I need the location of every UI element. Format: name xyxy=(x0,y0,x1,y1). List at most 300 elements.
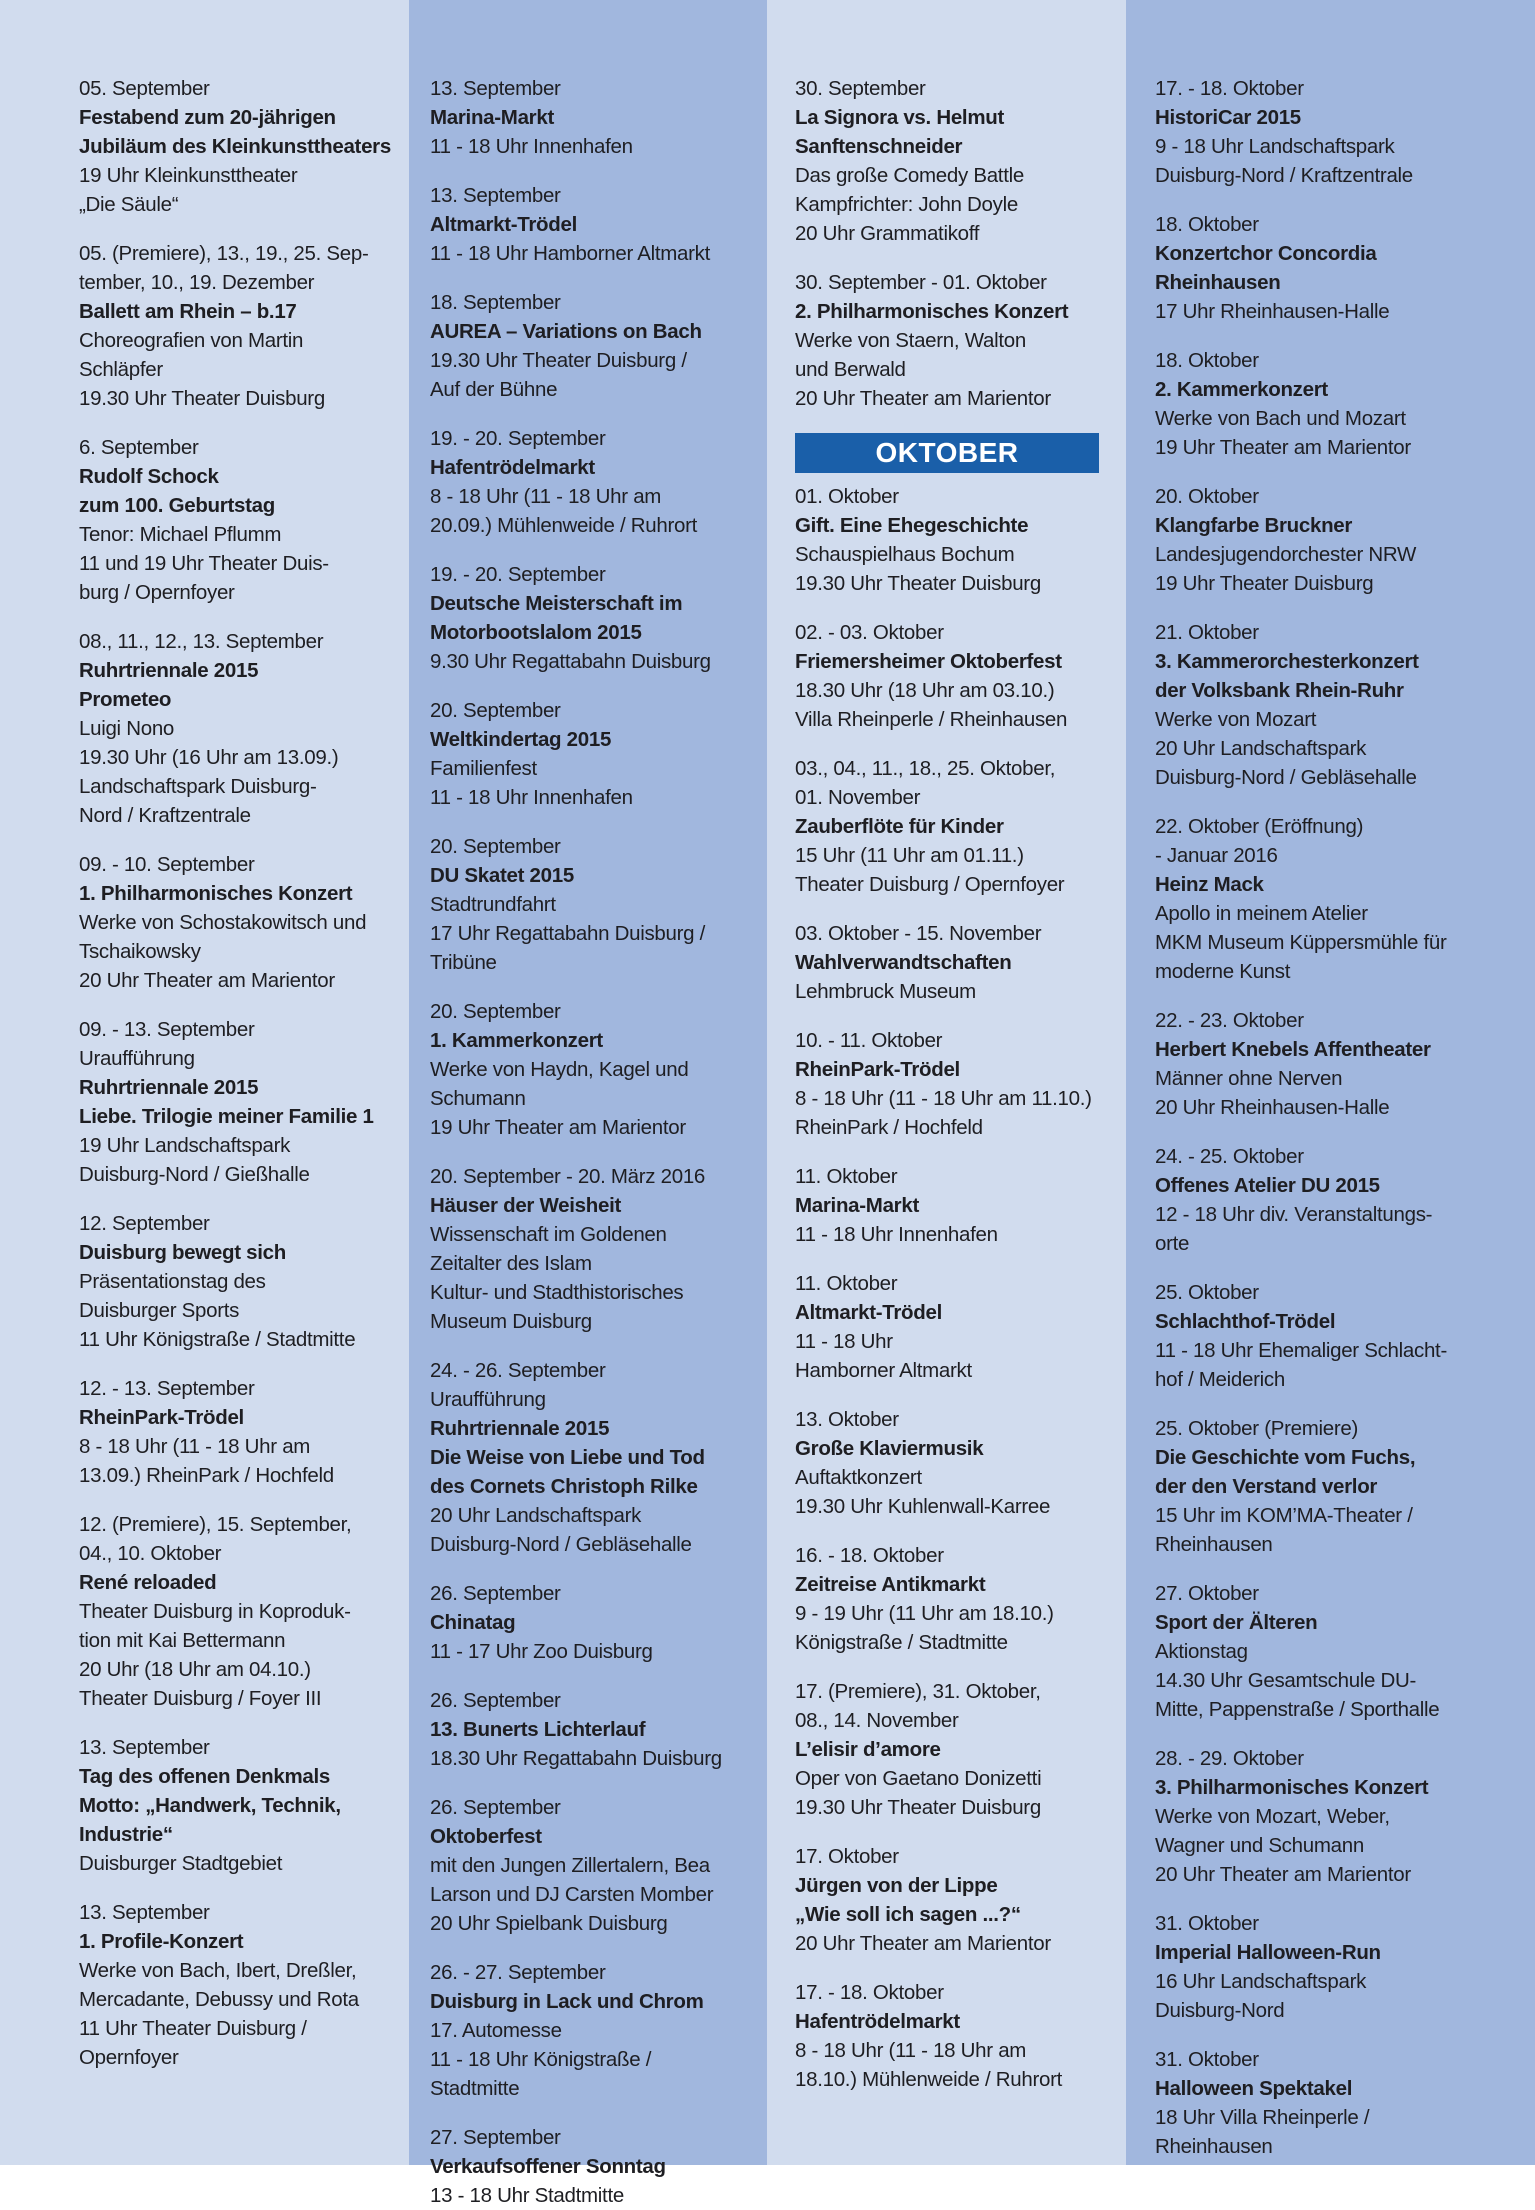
event-title: Marina-Markt xyxy=(795,1194,919,1217)
event-detail: 19.30 Uhr Theater Duisburg / xyxy=(430,349,687,372)
event-detail: und Berwald xyxy=(795,358,906,381)
event-detail: 20 Uhr (18 Uhr am 04.10.) xyxy=(79,1658,311,1681)
event-title: Industrie“ xyxy=(79,1823,173,1846)
event-detail: 18 Uhr Villa Rheinperle / xyxy=(1155,2106,1370,2129)
event-detail: 11 - 18 Uhr xyxy=(795,1330,893,1353)
event-entry xyxy=(1155,482,1525,598)
event-date: 08., 11., 12., 13. September xyxy=(79,630,324,653)
month-header-oktober: OKTOBER xyxy=(795,433,1099,473)
event-detail: 15 Uhr im KOM’MA-Theater / xyxy=(1155,1504,1413,1527)
event-title: Festabend zum 20-jährigen xyxy=(79,106,336,129)
event-date: 13. Oktober xyxy=(795,1408,899,1431)
event-title: Verkaufsoffener Sonntag xyxy=(430,2155,666,2178)
event-date: 19. - 20. September xyxy=(430,427,606,450)
event-entry xyxy=(430,1356,759,1559)
event-detail: Choreografien von Martin xyxy=(79,329,304,352)
event-detail: Theater Duisburg / Opernfoyer xyxy=(795,873,1065,896)
event-title: Sport der Älteren xyxy=(1155,1611,1318,1634)
event-detail: 20 Uhr Rheinhausen-Halle xyxy=(1155,1096,1390,1119)
event-entry xyxy=(1155,1579,1525,1724)
event-entry xyxy=(79,1898,399,2072)
event-detail: 19.30 Uhr Theater Duisburg xyxy=(795,572,1041,595)
event-detail: Schauspielhaus Bochum xyxy=(795,543,1015,566)
event-date: 03. Oktober - 15. November xyxy=(795,922,1042,945)
event-date: 05. (Premiere), 13., 19., 25. Sep- xyxy=(79,242,369,265)
event-title: Jürgen von der Lippe xyxy=(795,1874,998,1897)
event-detail: 11 - 18 Uhr Ehemaliger Schlacht- xyxy=(1155,1339,1447,1362)
event-date: 11. Oktober xyxy=(795,1272,898,1295)
event-title: Altmarkt-Trödel xyxy=(795,1301,942,1324)
event-detail: 01. November xyxy=(795,786,921,809)
event-title: Große Klaviermusik xyxy=(795,1437,984,1460)
event-date: 09. - 10. September xyxy=(79,853,255,876)
event-detail: 04., 10. Oktober xyxy=(79,1542,222,1565)
calendar-column-1 xyxy=(0,0,409,2165)
event-detail: 18.30 Uhr Regattabahn Duisburg xyxy=(430,1747,722,1770)
event-title: 13. Bunerts Lichterlauf xyxy=(430,1718,646,1741)
event-entry xyxy=(79,1015,399,1189)
event-title: 2. Philharmonisches Konzert xyxy=(795,300,1069,323)
event-title: Konzertchor Concordia xyxy=(1155,242,1377,265)
event-entry xyxy=(430,2123,759,2210)
event-date: 10. - 11. Oktober xyxy=(795,1029,943,1052)
event-detail: 20 Uhr Grammatikoff xyxy=(795,222,980,245)
event-detail: 20 Uhr Landschaftspark xyxy=(430,1504,642,1527)
event-title: 2. Kammerkonzert xyxy=(1155,378,1328,401)
event-detail: Duisburg-Nord / Gebläsehalle xyxy=(1155,766,1417,789)
event-detail: 19 Uhr Theater am Marientor xyxy=(430,1116,686,1139)
event-entry xyxy=(430,1686,759,1773)
event-entry xyxy=(430,696,759,812)
event-entry xyxy=(1155,618,1525,792)
event-date: 27. Oktober xyxy=(1155,1582,1259,1605)
event-detail: Familienfest xyxy=(430,757,537,780)
event-title: Rudolf Schock xyxy=(79,465,219,488)
event-detail: 8 - 18 Uhr (11 - 18 Uhr am xyxy=(795,2039,1027,2062)
event-title: Jubiläum des Kleinkunsttheaters xyxy=(79,135,391,158)
event-detail: 9.30 Uhr Regattabahn Duisburg xyxy=(430,650,711,673)
event-entry xyxy=(79,239,399,413)
event-detail: Schläpfer xyxy=(79,358,163,381)
event-detail: Tschaikowsky xyxy=(79,940,201,963)
event-date: 30. September - 01. Oktober xyxy=(795,271,1047,294)
event-detail: Duisburger Stadtgebiet xyxy=(79,1852,283,1875)
event-title: Duisburg bewegt sich xyxy=(79,1241,286,1264)
event-date: 20. September xyxy=(430,1000,561,1023)
event-detail: 20 Uhr Theater am Marientor xyxy=(79,969,335,992)
event-date: 16. - 18. Oktober xyxy=(795,1544,944,1567)
event-detail: Nord / Kraftzentrale xyxy=(79,804,251,827)
event-date: 17. (Premiere), 31. Oktober, xyxy=(795,1680,1041,1703)
event-title: 1. Kammerkonzert xyxy=(430,1029,603,1052)
event-date: 31. Oktober xyxy=(1155,1912,1259,1935)
event-title: „Wie soll ich sagen ...?“ xyxy=(795,1903,1021,1926)
event-detail: 8 - 18 Uhr (11 - 18 Uhr am xyxy=(79,1435,311,1458)
event-detail: Landschaftspark Duisburg- xyxy=(79,775,317,798)
event-title: Hafentrödelmarkt xyxy=(795,2010,960,2033)
event-title: 1. Profile-Konzert xyxy=(79,1930,244,1953)
event-entry xyxy=(795,1162,1118,1249)
event-title: RheinPark-Trödel xyxy=(795,1058,960,1081)
event-entry xyxy=(795,1677,1118,1822)
event-entry xyxy=(430,997,759,1142)
event-date: 12. (Premiere), 15. September, xyxy=(79,1513,352,1536)
event-detail: 17 Uhr Regattabahn Duisburg / xyxy=(430,922,706,945)
event-detail: 11 und 19 Uhr Theater Duis- xyxy=(79,552,329,575)
event-title: Prometeo xyxy=(79,688,172,711)
event-detail: Duisburg-Nord / Kraftzentrale xyxy=(1155,164,1413,187)
event-detail: Stadtrundfahrt xyxy=(430,893,556,916)
event-entry xyxy=(1155,1744,1525,1889)
event-date: 26. September xyxy=(430,1582,561,1605)
event-title: Deutsche Meisterschaft im xyxy=(430,592,683,615)
event-entry xyxy=(795,1842,1118,1958)
event-detail: 20 Uhr Landschaftspark xyxy=(1155,737,1367,760)
event-detail: Landesjugendorchester NRW xyxy=(1155,543,1417,566)
event-title: Chinatag xyxy=(430,1611,516,1634)
event-date: 09. - 13. September xyxy=(79,1018,255,1041)
event-detail: 20.09.) Mühlenweide / Ruhrort xyxy=(430,514,698,537)
event-entry xyxy=(795,618,1118,734)
event-detail: 13 - 18 Uhr Stadtmitte xyxy=(430,2184,624,2207)
event-title: der Volksbank Rhein-Ruhr xyxy=(1155,679,1404,702)
event-entry xyxy=(79,627,399,830)
event-title: Offenes Atelier DU 2015 xyxy=(1155,1174,1380,1197)
event-detail: Duisburger Sports xyxy=(79,1299,240,1322)
event-detail: Theater Duisburg in Koproduk- xyxy=(79,1600,351,1623)
event-title: des Cornets Christoph Rilke xyxy=(430,1475,698,1498)
event-detail: 11 Uhr Königstraße / Stadtmitte xyxy=(79,1328,356,1351)
event-title: Duisburg in Lack und Chrom xyxy=(430,1990,704,2013)
event-detail: orte xyxy=(1155,1232,1190,1255)
event-title: Wahlverwandtschaften xyxy=(795,951,1012,974)
event-title: Gift. Eine Ehegeschichte xyxy=(795,514,1029,537)
event-detail: Oper von Gaetano Donizetti xyxy=(795,1767,1042,1790)
event-detail: Männer ohne Nerven xyxy=(1155,1067,1343,1090)
event-date: 30. September xyxy=(795,77,926,100)
event-detail: 20 Uhr Spielbank Duisburg xyxy=(430,1912,668,1935)
event-entry xyxy=(430,74,759,161)
event-entry xyxy=(795,1541,1118,1657)
event-detail: Das große Comedy Battle xyxy=(795,164,1024,187)
event-date: 26. September xyxy=(430,1796,561,1819)
event-detail: mit den Jungen Zillertalern, Bea xyxy=(430,1854,710,1877)
event-title: Heinz Mack xyxy=(1155,873,1264,896)
event-detail: 8 - 18 Uhr (11 - 18 Uhr am xyxy=(430,485,662,508)
event-title: DU Skatet 2015 xyxy=(430,864,574,887)
event-entry xyxy=(430,1958,759,2103)
event-detail: 19.30 Uhr Theater Duisburg xyxy=(79,387,325,410)
event-entry xyxy=(1155,1142,1525,1258)
event-title: AUREA – Variations on Bach xyxy=(430,320,702,343)
event-detail: 11 - 18 Uhr Innenhafen xyxy=(430,786,633,809)
event-detail: moderne Kunst xyxy=(1155,960,1291,983)
event-entry xyxy=(79,1374,399,1490)
event-entry xyxy=(795,482,1118,598)
event-detail: Tenor: Michael Pflumm xyxy=(79,523,282,546)
event-entry xyxy=(1155,210,1525,326)
event-entry xyxy=(1155,1006,1525,1122)
event-detail: Rheinhausen xyxy=(1155,1533,1273,1556)
event-entry xyxy=(79,850,399,995)
event-detail: 8 - 18 Uhr (11 - 18 Uhr am 11.10.) xyxy=(795,1087,1092,1110)
event-entry xyxy=(79,1733,399,1878)
event-date: 28. - 29. Oktober xyxy=(1155,1747,1304,1770)
event-title: Zauberflöte für Kinder xyxy=(795,815,1004,838)
event-detail: 20 Uhr Theater am Marientor xyxy=(1155,1863,1411,1886)
event-title: 3. Kammerorchesterkonzert xyxy=(1155,650,1419,673)
event-entry xyxy=(430,560,759,676)
event-date: 13. September xyxy=(79,1736,210,1759)
event-entry xyxy=(795,1269,1118,1385)
event-detail: 11 - 18 Uhr Königstraße / xyxy=(430,2048,652,2071)
event-detail: Lehmbruck Museum xyxy=(795,980,976,1003)
event-entry xyxy=(79,1510,399,1713)
event-title: Weltkindertag 2015 xyxy=(430,728,612,751)
event-detail: Duisburg-Nord / Gießhalle xyxy=(79,1163,310,1186)
event-date: 20. Oktober xyxy=(1155,485,1259,508)
event-detail: Hamborner Altmarkt xyxy=(795,1359,972,1382)
event-detail: Zeitalter des Islam xyxy=(430,1252,592,1275)
event-detail: 19.30 Uhr (16 Uhr am 13.09.) xyxy=(79,746,339,769)
event-title: Motto: „Handwerk, Technik, xyxy=(79,1794,341,1817)
event-entry xyxy=(79,74,399,219)
event-detail: 19 Uhr Kleinkunsttheater xyxy=(79,164,298,187)
event-title: HistoriCar 2015 xyxy=(1155,106,1301,129)
event-title: Oktoberfest xyxy=(430,1825,542,1848)
event-entry xyxy=(1155,1278,1525,1394)
event-detail: 19 Uhr Theater Duisburg xyxy=(1155,572,1374,595)
event-title: Liebe. Trilogie meiner Familie 1 xyxy=(79,1105,374,1128)
event-title: Schlachthof-Trödel xyxy=(1155,1310,1336,1333)
event-date: 12. - 13. September xyxy=(79,1377,255,1400)
event-detail: 19.30 Uhr Kuhlenwall-Karree xyxy=(795,1495,1051,1518)
event-detail: 12 - 18 Uhr div. Veranstaltungs- xyxy=(1155,1203,1433,1226)
event-detail: Wagner und Schumann xyxy=(1155,1834,1364,1857)
event-title: 3. Philharmonisches Konzert xyxy=(1155,1776,1429,1799)
event-title: René reloaded xyxy=(79,1571,217,1594)
event-date: 27. September xyxy=(430,2126,561,2149)
event-date: 13. September xyxy=(430,77,561,100)
event-title: zum 100. Geburtstag xyxy=(79,494,275,517)
event-date: 25. Oktober (Premiere) xyxy=(1155,1417,1359,1440)
event-entry xyxy=(795,74,1118,248)
event-entry xyxy=(795,268,1118,413)
event-detail: tember, 10., 19. Dezember xyxy=(79,271,315,294)
event-detail: MKM Museum Küppersmühle für xyxy=(1155,931,1447,954)
event-entry xyxy=(430,1162,759,1336)
event-title: Tag des offenen Denkmals xyxy=(79,1765,331,1788)
event-title: Hafentrödelmarkt xyxy=(430,456,595,479)
event-entry xyxy=(795,1026,1118,1142)
event-title: Halloween Spektakel xyxy=(1155,2077,1353,2100)
event-title: Friemersheimer Oktoberfest xyxy=(795,650,1062,673)
event-detail: 17 Uhr Rheinhausen-Halle xyxy=(1155,300,1390,323)
event-entry xyxy=(430,181,759,268)
event-title: La Signora vs. Helmut xyxy=(795,106,1005,129)
event-detail: 11 - 18 Uhr Hamborner Altmarkt xyxy=(430,242,711,265)
event-detail: Auf der Bühne xyxy=(430,378,558,401)
event-entry xyxy=(1155,812,1525,986)
event-title: Klangfarbe Bruckner xyxy=(1155,514,1353,537)
event-detail: 11 - 18 Uhr Innenhafen xyxy=(795,1223,998,1246)
event-detail: Präsentationstag des xyxy=(79,1270,266,1293)
event-title: Herbert Knebels Affentheater xyxy=(1155,1038,1431,1061)
event-entry xyxy=(430,832,759,977)
event-date: 12. September xyxy=(79,1212,210,1235)
event-date: 21. Oktober xyxy=(1155,621,1259,644)
event-title: Ruhrtriennale 2015 xyxy=(79,659,259,682)
event-detail: „Die Säule“ xyxy=(79,193,179,216)
event-date: 02. - 03. Oktober xyxy=(795,621,944,644)
event-detail: Tribüne xyxy=(430,951,497,974)
event-date: 6. September xyxy=(79,436,199,459)
event-detail: 15 Uhr (11 Uhr am 01.11.) xyxy=(795,844,1024,867)
event-detail: tion mit Kai Bettermann xyxy=(79,1629,286,1652)
event-entry xyxy=(795,754,1118,899)
event-date: 11. Oktober xyxy=(795,1165,898,1188)
event-date: 18. Oktober xyxy=(1155,349,1259,372)
event-detail: 11 Uhr Theater Duisburg / xyxy=(79,2017,307,2040)
event-entry xyxy=(1155,74,1525,190)
event-detail: Theater Duisburg / Foyer III xyxy=(79,1687,322,1710)
event-date: 13. September xyxy=(430,184,561,207)
event-detail: burg / Opernfoyer xyxy=(79,581,235,604)
event-entry xyxy=(1155,346,1525,462)
event-detail: 11 - 17 Uhr Zoo Duisburg xyxy=(430,1640,653,1663)
event-title: Zeitreise Antikmarkt xyxy=(795,1573,986,1596)
event-detail: Villa Rheinperle / Rheinhausen xyxy=(795,708,1068,731)
event-detail: 11 - 18 Uhr Innenhafen xyxy=(430,135,633,158)
event-detail: 13.09.) RheinPark / Hochfeld xyxy=(79,1464,334,1487)
event-title: Häuser der Weisheit xyxy=(430,1194,622,1217)
event-entry xyxy=(430,1793,759,1938)
calendar-column-4 xyxy=(1126,0,1535,2165)
event-detail: Larson und DJ Carsten Momber xyxy=(430,1883,714,1906)
event-date: 17. Oktober xyxy=(795,1845,899,1868)
event-date: 26. - 27. September xyxy=(430,1961,606,1984)
event-title: L’elisir d’amore xyxy=(795,1738,941,1761)
calendar-column-2 xyxy=(409,0,767,2207)
event-detail: Uraufführung xyxy=(430,1388,546,1411)
event-detail: Aktionstag xyxy=(1155,1640,1248,1663)
event-title: Marina-Markt xyxy=(430,106,554,129)
event-detail: Schumann xyxy=(430,1087,526,1110)
event-detail: Wissenschaft im Goldenen xyxy=(430,1223,667,1246)
event-entry xyxy=(430,1579,759,1666)
event-title: Die Weise von Liebe und Tod xyxy=(430,1446,705,1469)
event-detail: 18.10.) Mühlenweide / Ruhrort xyxy=(795,2068,1063,2091)
event-title: Ballett am Rhein – b.17 xyxy=(79,300,297,323)
event-detail: Duisburg-Nord / Gebläsehalle xyxy=(430,1533,692,1556)
event-detail: hof / Meiderich xyxy=(1155,1368,1285,1391)
event-detail: Werke von Staern, Walton xyxy=(795,329,1026,352)
event-detail: Werke von Bach, Ibert, Dreßler, xyxy=(79,1959,357,1982)
event-detail: 16 Uhr Landschaftspark xyxy=(1155,1970,1367,1993)
event-detail: Werke von Mozart xyxy=(1155,708,1317,731)
event-date: 18. September xyxy=(430,291,561,314)
event-title: Motorbootslalom 2015 xyxy=(430,621,642,644)
event-title: Sanftenschneider xyxy=(795,135,963,158)
event-detail: 19 Uhr Landschaftspark xyxy=(79,1134,291,1157)
event-entry xyxy=(1155,2045,1525,2161)
event-detail: Werke von Bach und Mozart xyxy=(1155,407,1406,430)
event-detail: 17. Automesse xyxy=(430,2019,562,2042)
event-detail: Kampfrichter: John Doyle xyxy=(795,193,1018,216)
event-entry xyxy=(79,433,399,607)
event-date: 24. - 26. September xyxy=(430,1359,606,1382)
event-date: 20. September xyxy=(430,699,561,722)
event-detail: Apollo in meinem Atelier xyxy=(1155,902,1368,925)
event-date: 05. September xyxy=(79,77,210,100)
event-date: 19. - 20. September xyxy=(430,563,606,586)
event-detail: Duisburg-Nord xyxy=(1155,1999,1285,2022)
event-date: 20. September xyxy=(430,835,561,858)
event-detail: Stadtmitte xyxy=(430,2077,520,2100)
event-title: Altmarkt-Trödel xyxy=(430,213,577,236)
event-date: 20. September - 20. März 2016 xyxy=(430,1165,706,1188)
event-detail: - Januar 2016 xyxy=(1155,844,1278,867)
event-entry xyxy=(1155,1414,1525,1559)
event-detail: Werke von Mozart, Weber, xyxy=(1155,1805,1390,1828)
event-title: Die Geschichte vom Fuchs, xyxy=(1155,1446,1416,1469)
event-date: 17. - 18. Oktober xyxy=(795,1981,944,2004)
event-title: RheinPark-Trödel xyxy=(79,1406,244,1429)
event-title: Imperial Halloween-Run xyxy=(1155,1941,1381,1964)
event-detail: Museum Duisburg xyxy=(430,1310,592,1333)
event-detail: 9 - 19 Uhr (11 Uhr am 18.10.) xyxy=(795,1602,1054,1625)
event-detail: 20 Uhr Theater am Marientor xyxy=(795,387,1051,410)
event-detail: 18.30 Uhr (18 Uhr am 03.10.) xyxy=(795,679,1055,702)
event-entry xyxy=(430,424,759,540)
event-entry xyxy=(795,1405,1118,1521)
event-detail: Werke von Haydn, Kagel und xyxy=(430,1058,689,1081)
event-detail: 9 - 18 Uhr Landschaftspark xyxy=(1155,135,1395,158)
calendar-column-3 xyxy=(767,0,1126,2165)
event-detail: Mitte, Pappenstraße / Sporthalle xyxy=(1155,1698,1440,1721)
event-entry xyxy=(1155,1909,1525,2025)
event-title: Ruhrtriennale 2015 xyxy=(430,1417,610,1440)
event-detail: 19.30 Uhr Theater Duisburg xyxy=(795,1796,1041,1819)
event-detail: Opernfoyer xyxy=(79,2046,179,2069)
event-detail: Uraufführung xyxy=(79,1047,195,1070)
event-detail: Rheinhausen xyxy=(1155,2135,1273,2158)
event-detail: 14.30 Uhr Gesamtschule DU- xyxy=(1155,1669,1417,1692)
event-date: 31. Oktober xyxy=(1155,2048,1259,2071)
event-entry xyxy=(79,1209,399,1354)
event-date: 18. Oktober xyxy=(1155,213,1259,236)
event-date: 03., 04., 11., 18., 25. Oktober, xyxy=(795,757,1056,780)
event-detail: 19 Uhr Theater am Marientor xyxy=(1155,436,1411,459)
event-entry xyxy=(430,288,759,404)
event-date: 17. - 18. Oktober xyxy=(1155,77,1304,100)
event-date: 22. Oktober (Eröffnung) xyxy=(1155,815,1364,838)
event-title: der den Verstand verlor xyxy=(1155,1475,1378,1498)
event-entry xyxy=(795,919,1118,1006)
event-date: 25. Oktober xyxy=(1155,1281,1259,1304)
event-entry xyxy=(795,1978,1118,2094)
event-detail: Luigi Nono xyxy=(79,717,175,740)
event-date: 22. - 23. Oktober xyxy=(1155,1009,1304,1032)
event-detail: Kultur- und Stadthistorisches xyxy=(430,1281,684,1304)
event-detail: Mercadante, Debussy und Rota xyxy=(79,1988,359,2011)
event-title: 1. Philharmonisches Konzert xyxy=(79,882,353,905)
event-title: Rheinhausen xyxy=(1155,271,1281,294)
event-title: Ruhrtriennale 2015 xyxy=(79,1076,259,1099)
event-date: 01. Oktober xyxy=(795,485,899,508)
event-date: 26. September xyxy=(430,1689,561,1712)
event-detail: RheinPark / Hochfeld xyxy=(795,1116,983,1139)
